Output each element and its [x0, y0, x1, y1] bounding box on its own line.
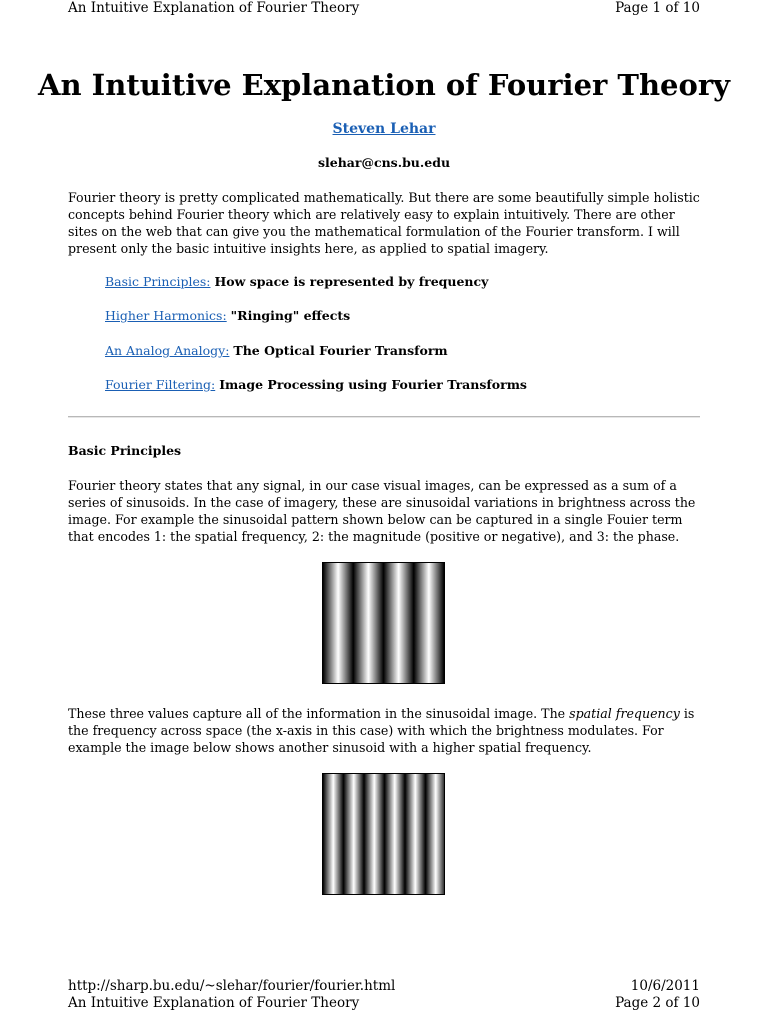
spatial-frequency-paragraph	[68, 705, 700, 756]
document-title: An Intuitive Explanation of Fourier Theory	[38, 68, 730, 102]
toc-desc-higher-harmonics: "Ringing" effects	[230, 308, 351, 323]
basic-principles-paragraph: Fourier theory states that any signal, in our case visual images, can be expressed as a sum of a series of sinusoids. In the case of imagery, these are sinusoidal variations in brightness across the image. For example the sinusoidal pattern shown below can be captured in a single Fouier term that encodes 1: the spatial frequency, 2: the magnitude (positive or negative), and 3: the phase.	[68, 478, 696, 544]
toc-link-analog-analogy[interactable]: An Analog Analogy:	[105, 343, 230, 358]
author-email: slehar@cns.bu.edu	[317, 155, 451, 170]
author-line	[0, 120, 768, 138]
running-header-title-page-2: An Intuitive Explanation of Fourier Theory	[68, 995, 360, 1011]
running-header-title: An Intuitive Explanation of Fourier Theory	[68, 0, 360, 16]
author-link[interactable]: Steven Lehar	[332, 121, 436, 137]
running-header-page-number: Page 1 of 10	[615, 0, 700, 16]
toc-link-higher-harmonics[interactable]: Higher Harmonics:	[105, 308, 227, 323]
toc-desc-analog-analogy: The Optical Fourier Transform	[233, 343, 448, 358]
toc-item-analog-analogy	[105, 342, 705, 359]
toc-link-basic-principles[interactable]: Basic Principles:	[105, 274, 211, 289]
low-frequency-sinusoid-image	[322, 562, 445, 684]
footer-date: 10/6/2011	[630, 978, 700, 994]
toc-link-fourier-filtering[interactable]: Fourier Filtering:	[105, 377, 216, 392]
spatial-frequency-paragraph-text-1: These three values capture all of the information in the sinusoidal image. The	[68, 706, 570, 721]
section-heading-basic-principles: Basic Principles	[68, 443, 182, 458]
high-frequency-sinusoid-image	[322, 773, 445, 895]
toc-desc-fourier-filtering: Image Processing using Fourier Transforms	[219, 377, 527, 392]
running-header-page-number-page-2: Page 2 of 10	[615, 995, 700, 1011]
footer-url: http://sharp.bu.edu/~slehar/fourier/fourier.html	[68, 978, 396, 994]
spatial-frequency-paragraph-text-2: is the frequency across space (the x-axis in this case) with which the brightness modulates. For example the image below shows another sinusoid with a higher spatial frequency.	[68, 706, 695, 755]
intro-paragraph: Fourier theory is pretty complicated mathematically. But there are some beautifully simple holistic concepts behind Fourier theory which are relatively easy to explain intuitively. There are other sites on the web that can give you the mathematical formulation of the Fourier transform. I will present only the basic intuitive insights here, as applied to spatial imagery.	[68, 190, 700, 256]
toc-item-higher-harmonics	[105, 307, 705, 324]
toc-item-fourier-filtering	[105, 376, 705, 393]
horizontal-divider	[68, 416, 700, 418]
spatial-frequency-term: spatial frequency	[569, 706, 680, 721]
toc-item-basic-principles	[105, 273, 705, 290]
toc-desc-basic-principles: How space is represented by frequency	[214, 274, 489, 289]
